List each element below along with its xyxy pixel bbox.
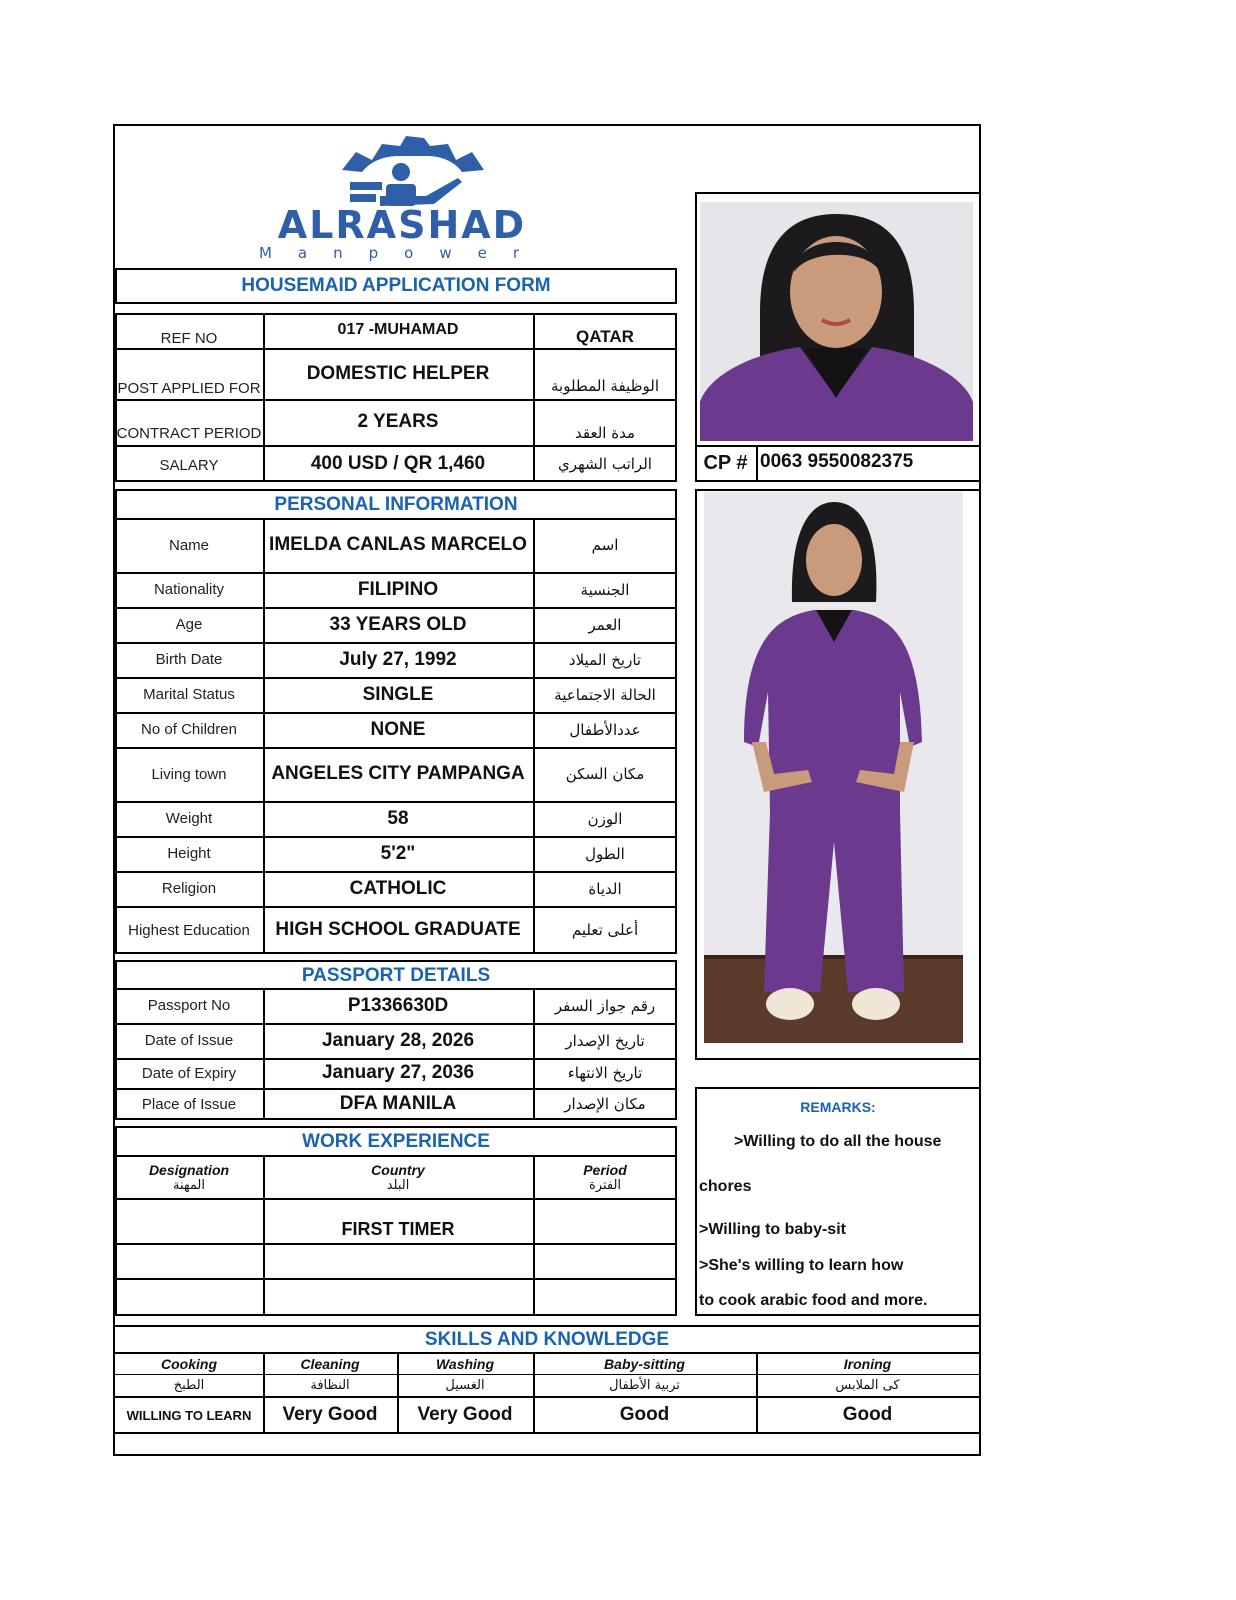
salary-value: 400 USD / QR 1,460 [310,453,486,474]
personal-row-value: NONE [370,718,426,740]
personal-row-label: Age [175,616,203,633]
logo-emblem-icon [230,130,575,262]
personal-row-label: Living town [151,765,227,783]
remarks-box [695,1087,981,1316]
passport-row-label: Passport No [147,997,231,1014]
skill-level: Very Good [282,1404,378,1425]
country-header-en: Country [371,1161,425,1178]
portrait-photo [700,202,973,441]
personal-row-ar: الدياة [588,879,622,898]
personal-row-value: ANGELES CITY PAMPANGA [271,763,525,784]
post-applied-value: DOMESTIC HELPER [306,363,490,384]
passport-row-ar: تاريخ الانتهاء [567,1064,643,1082]
company-logo [230,130,575,262]
passport-title: PASSPORT DETAILS [301,964,491,986]
passport-row-label: Place of Issue [141,1095,237,1113]
work-entry-country: FIRST TIMER [341,1218,455,1239]
country-value: QATAR [576,327,634,346]
passport-row-ar: رقم جواز السفر [554,996,656,1015]
country-header [263,1157,533,1197]
fullbody-photo [704,492,963,1043]
skill-level: Good [619,1404,670,1425]
contract-period-value: 2 YEARS [357,411,439,432]
skill-name: Baby-sitting [604,1355,685,1372]
personal-row-ar: الحالة الاجتماعية [554,685,656,704]
personal-row-ar: الوزن [587,809,623,828]
skill-level: WILLING TO LEARN [126,1407,252,1423]
personal-row-ar: الجنسية [580,580,630,599]
passport-row-value: January 28, 2026 [321,1029,475,1051]
ref-no-label: REF NO [160,329,218,347]
work-experience-title: WORK EXPERIENCE [302,1130,490,1152]
personal-row-ar: تاريخ الميلاد [568,650,642,669]
period-header-ar: الفترة [588,1177,622,1193]
post-applied-ar: الوظيفة المطلوبة [551,377,659,395]
personal-row-value: SINGLE [362,683,434,705]
personal-row-value: FILIPINO [357,578,439,600]
personal-row-label: No of Children [141,721,237,738]
designation-header-en: Designation [148,1161,230,1178]
personal-row-ar: الطول [585,844,625,863]
contract-period-ar: مدة العقد [575,424,635,442]
personal-row-ar: العمر [588,615,622,634]
skill-name-ar: النظافة [310,1378,350,1393]
skill-name: Washing [435,1355,495,1372]
skill-name-ar: الغسيل [445,1378,485,1393]
designation-header [115,1157,263,1197]
skill-name-ar: تربية الأطفال [609,1378,680,1393]
passport-row-value: DFA MANILA [339,1093,457,1114]
personal-row-label: Religion [161,880,217,897]
form-title: HOUSEMAID APPLICATION FORM [241,275,551,296]
passport-row-value: P1336630D [347,994,449,1016]
personal-row-label: Marital Status [143,686,235,703]
personal-row-label: Name [168,536,209,554]
skill-name-ar: ﮐﯽ الملابس [835,1378,900,1393]
skills-title: SKILLS AND KNOWLEDGE [424,1328,670,1350]
ref-no-value: 017 -MUHAMAD [337,321,459,338]
remark-line-5: to cook arabic food and more. [699,1292,928,1309]
skill-level: Very Good [417,1404,513,1425]
country-header-ar: البلد [386,1177,410,1193]
personal-row-label: Highest Education [128,921,250,939]
designation-header-ar: المهنة [173,1177,205,1193]
personal-row-value: 58 [387,807,409,829]
contract-period-label: CONTRACT PERIOD [116,424,262,442]
personal-info-title: PERSONAL INFORMATION [274,494,518,515]
personal-row-ar: مكان السكن [565,765,645,783]
remark-line-2: chores [699,1178,752,1195]
personal-row-value: 33 YEARS OLD [329,613,467,635]
personal-row-label: Weight [165,810,213,827]
skill-level: Good [842,1404,893,1425]
remark-line-4: >She's willing to learn how [699,1257,904,1274]
personal-row-value: CATHOLIC [349,877,447,899]
skill-name: Cooking [161,1355,217,1372]
personal-row-label: Nationality [153,581,225,598]
personal-row-value: HIGH SCHOOL GRADUATE [275,919,521,940]
post-applied-label: POST APPLIED FOR [117,379,261,397]
passport-row-label: Date of Issue [144,1032,234,1049]
cp-value: 0063 9550082375 [760,451,914,472]
brand-tagline: Manpower [258,244,546,262]
period-header-en: Period [583,1161,627,1178]
personal-row-label: Birth Date [155,651,223,668]
remarks-title: REMARKS: [800,1099,876,1115]
passport-row-value: January 27, 2036 [321,1062,475,1083]
personal-row-value: July 27, 1992 [339,648,457,670]
personal-row-ar: عددالأطفال [569,720,641,739]
passport-row-ar: مكان الإصدار [564,1095,646,1113]
salary-label: SALARY [159,456,219,474]
personal-row-ar: أعلى تعليم [571,921,639,939]
personal-row-label: Height [167,845,211,862]
skill-name: Cleaning [300,1355,360,1372]
personal-row-value: 5'2" [380,842,416,864]
remark-line-1: >Willing to do all the house [734,1133,942,1150]
skill-name-ar: الطبخ [173,1378,205,1393]
cp-label: CP # [703,452,748,474]
skill-name: Ironing [843,1355,892,1372]
remark-line-3: >Willing to baby-sit [699,1221,846,1238]
passport-row-label: Date of Expiry [141,1064,237,1082]
salary-ar: الراتب الشهري [558,455,652,473]
period-header [533,1157,677,1197]
personal-row-ar: اسم [591,536,619,554]
brand-name: ALRASHAD [277,203,527,247]
personal-row-value: IMELDA CANLAS MARCELO [269,534,527,555]
passport-row-ar: تاريخ الإصدار [565,1031,645,1050]
